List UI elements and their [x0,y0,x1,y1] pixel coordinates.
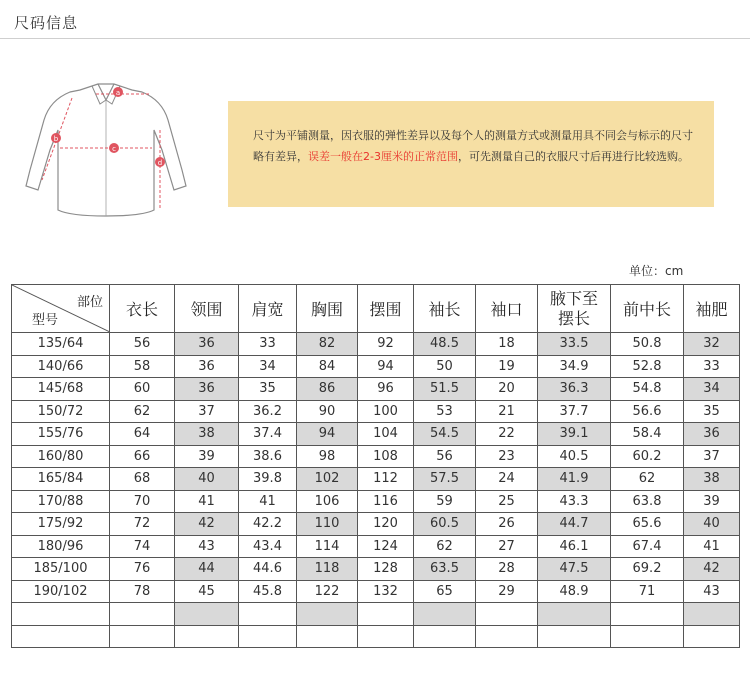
page-title: 尺码信息 [14,14,79,32]
value-cell: 22 [476,423,538,446]
table-row [12,400,740,423]
value-cell: 34 [684,378,740,401]
size-cell: 190/102 [12,580,110,603]
value-cell: 67.4 [611,535,684,558]
value-cell [297,603,358,626]
value-cell: 56.6 [611,400,684,423]
value-cell: 94 [297,423,358,446]
value-cell: 37.4 [239,423,297,446]
value-cell: 64 [110,423,175,446]
value-cell: 20 [476,378,538,401]
value-cell: 47.5 [538,558,611,581]
value-cell: 19 [476,355,538,378]
table-row [12,333,740,356]
value-cell [110,625,175,648]
value-cell [175,603,239,626]
value-cell [175,625,239,648]
value-cell: 45.8 [239,580,297,603]
value-cell [611,603,684,626]
value-cell: 132 [358,580,414,603]
value-cell: 69.2 [611,558,684,581]
value-cell: 43.3 [538,490,611,513]
value-cell: 92 [358,333,414,356]
value-cell: 26 [476,513,538,536]
value-cell: 43.4 [239,535,297,558]
value-cell: 35 [684,400,740,423]
size-cell: 160/80 [12,445,110,468]
value-cell: 48.5 [414,333,476,356]
value-cell: 42.2 [239,513,297,536]
value-cell [110,603,175,626]
svg-text:c: c [112,145,116,153]
value-cell: 27 [476,535,538,558]
value-cell: 36.3 [538,378,611,401]
svg-text:a: a [115,89,121,97]
value-cell: 65.6 [611,513,684,536]
value-cell: 60 [110,378,175,401]
value-cell [297,625,358,648]
table-row [12,355,740,378]
unit-label: 单位：cm [629,264,684,278]
value-cell: 118 [297,558,358,581]
value-cell: 33 [239,333,297,356]
value-cell: 18 [476,333,538,356]
size-cell: 155/76 [12,423,110,446]
value-cell: 24 [476,468,538,491]
col-header: 袖长 [414,285,476,333]
value-cell [414,625,476,648]
value-cell: 38 [684,468,740,491]
value-cell [358,625,414,648]
col-header: 领围 [175,285,239,333]
value-cell [358,603,414,626]
value-cell: 37 [175,400,239,423]
value-cell: 50 [414,355,476,378]
value-cell [684,625,740,648]
value-cell [611,625,684,648]
value-cell: 84 [297,355,358,378]
value-cell: 63.8 [611,490,684,513]
value-cell: 39.8 [239,468,297,491]
value-cell: 59 [414,490,476,513]
size-cell: 135/64 [12,333,110,356]
svg-text:b: b [53,135,59,143]
value-cell: 50.8 [611,333,684,356]
value-cell: 70 [110,490,175,513]
value-cell: 78 [110,580,175,603]
value-cell: 108 [358,445,414,468]
value-cell: 62 [611,468,684,491]
table-row [12,468,740,491]
value-cell: 65 [414,580,476,603]
table-row [12,535,740,558]
value-cell: 36 [175,355,239,378]
value-cell: 116 [358,490,414,513]
value-cell: 72 [110,513,175,536]
value-cell: 34.9 [538,355,611,378]
value-cell: 36.2 [239,400,297,423]
header-divider [0,38,750,39]
value-cell: 45 [175,580,239,603]
value-cell: 76 [110,558,175,581]
value-cell: 40 [684,513,740,536]
value-cell: 44.7 [538,513,611,536]
value-cell: 36 [175,333,239,356]
size-cell [12,603,110,626]
table-row [12,580,740,603]
value-cell: 29 [476,580,538,603]
value-cell: 57.5 [414,468,476,491]
value-cell: 102 [297,468,358,491]
value-cell: 42 [175,513,239,536]
col-header: 肩宽 [239,285,297,333]
size-cell: 170/88 [12,490,110,513]
table-row [12,490,740,513]
value-cell: 36 [684,423,740,446]
value-cell: 28 [476,558,538,581]
value-cell: 37 [684,445,740,468]
corner-bottom-label: 型号 [32,313,59,328]
value-cell: 37.7 [538,400,611,423]
value-cell: 41 [175,490,239,513]
value-cell: 23 [476,445,538,468]
value-cell [476,625,538,648]
table-row [12,603,740,626]
value-cell: 53 [414,400,476,423]
size-table [11,284,740,648]
value-cell: 60.2 [611,445,684,468]
col-header: 袖口 [476,285,538,333]
value-cell: 21 [476,400,538,423]
value-cell: 74 [110,535,175,558]
size-cell: 150/72 [12,400,110,423]
value-cell: 33.5 [538,333,611,356]
note-text [253,125,698,167]
value-cell: 38 [175,423,239,446]
value-cell: 114 [297,535,358,558]
col-header-two-line [538,285,611,333]
size-cell [12,625,110,648]
value-cell: 42 [684,558,740,581]
size-cell: 175/92 [12,513,110,536]
note-highlight: 误差一般在2-3厘米的正常范围 [308,150,458,163]
value-cell: 41.9 [538,468,611,491]
size-cell: 185/100 [12,558,110,581]
value-cell: 66 [110,445,175,468]
table-row [12,558,740,581]
value-cell: 58.4 [611,423,684,446]
value-cell [239,603,297,626]
value-cell: 25 [476,490,538,513]
value-cell: 43 [684,580,740,603]
value-cell: 68 [110,468,175,491]
value-cell: 44 [175,558,239,581]
value-cell: 56 [414,445,476,468]
value-cell: 32 [684,333,740,356]
value-cell: 112 [358,468,414,491]
value-cell: 124 [358,535,414,558]
value-cell: 39.1 [538,423,611,446]
value-cell [538,603,611,626]
value-cell: 128 [358,558,414,581]
value-cell: 39 [175,445,239,468]
value-cell [538,625,611,648]
value-cell: 104 [358,423,414,446]
value-cell: 98 [297,445,358,468]
value-cell: 44.6 [239,558,297,581]
col-header-line2: 摆长 [557,308,590,328]
table-row [12,378,740,401]
header-corner [12,285,110,333]
table-header-row [12,285,740,333]
value-cell: 54.5 [414,423,476,446]
value-cell: 33 [684,355,740,378]
value-cell: 38.6 [239,445,297,468]
value-cell [684,603,740,626]
measurement-note [228,101,714,207]
page-header [0,0,750,40]
value-cell: 106 [297,490,358,513]
table-row [12,423,740,446]
col-header: 摆围 [358,285,414,333]
value-cell: 58 [110,355,175,378]
value-cell: 36 [175,378,239,401]
note-part2: ，可先测量自己的衣服尺寸后再进行比较选购。 [457,150,689,163]
value-cell: 60.5 [414,513,476,536]
value-cell: 122 [297,580,358,603]
value-cell: 56 [110,333,175,356]
col-header: 袖肥 [684,285,740,333]
col-header: 胸围 [297,285,358,333]
value-cell [476,603,538,626]
size-cell: 165/84 [12,468,110,491]
value-cell: 40.5 [538,445,611,468]
value-cell: 39 [684,490,740,513]
value-cell: 51.5 [414,378,476,401]
table-row [12,625,740,648]
value-cell: 34 [239,355,297,378]
col-header: 前中长 [611,285,684,333]
value-cell: 35 [239,378,297,401]
value-cell: 40 [175,468,239,491]
size-cell: 180/96 [12,535,110,558]
table-row [12,513,740,536]
table-row [12,445,740,468]
value-cell: 54.8 [611,378,684,401]
value-cell: 100 [358,400,414,423]
value-cell: 62 [110,400,175,423]
value-cell: 86 [297,378,358,401]
value-cell [414,603,476,626]
value-cell: 43 [175,535,239,558]
value-cell: 41 [239,490,297,513]
value-cell: 90 [297,400,358,423]
col-header-line1: 腋下至 [549,288,598,308]
value-cell: 120 [358,513,414,536]
value-cell: 62 [414,535,476,558]
value-cell: 94 [358,355,414,378]
shirt-measurement-diagram [10,70,220,230]
value-cell: 63.5 [414,558,476,581]
size-cell: 145/68 [12,378,110,401]
value-cell [239,625,297,648]
value-cell: 52.8 [611,355,684,378]
corner-top-label: 部位 [76,295,103,310]
value-cell: 96 [358,378,414,401]
size-cell: 140/66 [12,355,110,378]
value-cell: 82 [297,333,358,356]
value-cell: 46.1 [538,535,611,558]
value-cell: 48.9 [538,580,611,603]
value-cell: 110 [297,513,358,536]
svg-text:d: d [157,159,163,167]
col-header: 衣长 [110,285,175,333]
note-part1: 尺寸为平铺测量，因衣服的弹性差异以及每个人的测量方式或测量用具不同会与标示的尺寸略有差异， [253,129,693,163]
value-cell: 71 [611,580,684,603]
value-cell: 41 [684,535,740,558]
